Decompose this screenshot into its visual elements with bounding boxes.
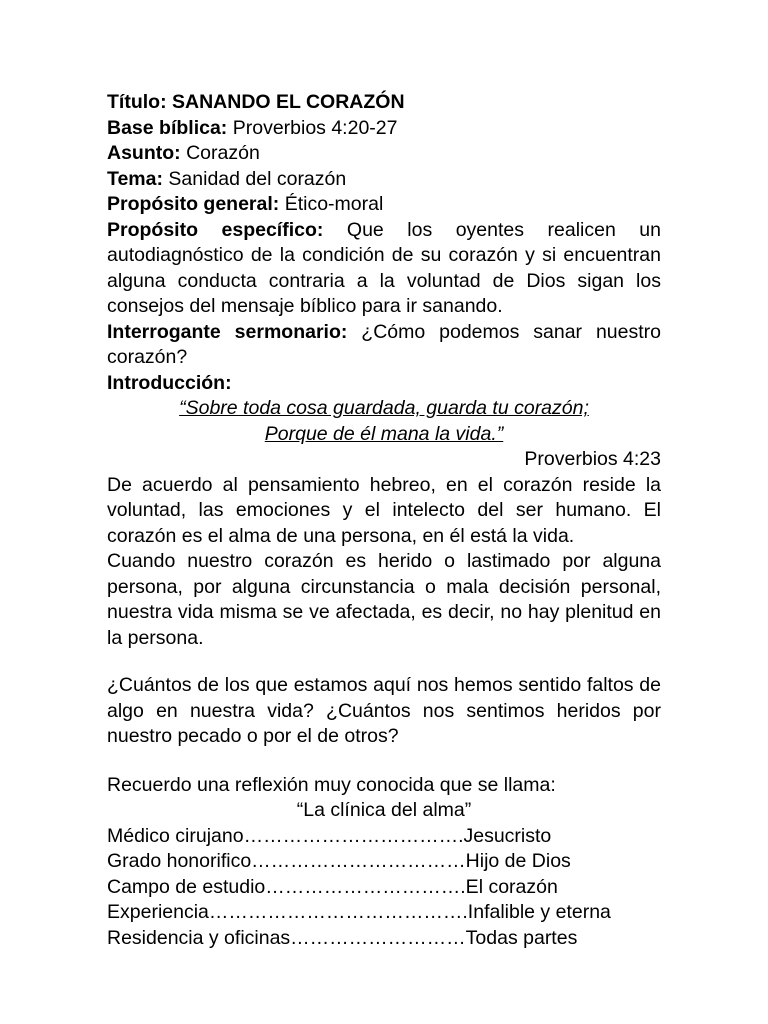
body-paragraph-3: ¿Cuántos de los que estamos aquí nos hemos sentido faltos de algo en nuestra vida? ¿Cuántos nos sentimos heridos por nuestro pecado o por el de otros?	[107, 674, 661, 747]
quote-line-2: Porque de él mana la vida.”	[264, 422, 504, 445]
tema-value: Sanidad del corazón	[168, 167, 347, 190]
proposito-general-label: Propósito general:	[107, 193, 280, 215]
asunto-label: Asunto:	[107, 142, 181, 164]
base-value: Proverbios 4:20-27	[232, 116, 398, 139]
tema-label: Tema:	[107, 167, 163, 190]
interrogante-label: Interrogante sermonario:	[107, 320, 348, 343]
title-line	[107, 90, 661, 116]
quote-reference: Proverbios 4:23	[524, 448, 661, 470]
clinic-entry: Campo de estudio………………………….El corazón	[107, 875, 558, 898]
body-paragraph-4: Recuerdo una reflexión muy conocida que se llama:	[107, 773, 556, 796]
proposito-especifico-label: Propósito específico:	[107, 218, 324, 241]
clinic-title: “La clínica del alma”	[296, 799, 472, 821]
paragraph-spacer	[107, 750, 661, 773]
asunto-value: Corazón	[186, 142, 260, 164]
introduccion-heading: Introducción:	[107, 371, 232, 394]
clinic-entry: Médico cirujano…………………………….Jesucristo	[107, 824, 552, 847]
body-paragraph-2: Cuando nuestro corazón es herido o lastimado por alguna persona, por alguna circunstancia o mala decisión personal, nuestra vida misma se ve afectada, es decir, no hay plenitud en la persona.	[107, 550, 661, 649]
proposito-especifico-paragraph	[107, 218, 661, 320]
proposito-especifico-value: Que los oyentes realicen un autodiagnóstico de la condición de su corazón y si encuentran alguna conducta contraria a la voluntad de Dios sigan los consejos del mensaje bíblico para ir sanando.	[107, 218, 662, 317]
title-value: SANANDO EL CORAZÓN	[171, 91, 405, 113]
base-line	[107, 116, 661, 142]
body-paragraph-1: De acuerdo al pensamiento hebreo, en el corazón reside la voluntad, las emociones y el intelecto del ser humano. El corazón es el alma de una persona, en él está la vida.	[107, 473, 661, 547]
base-label: Base bíblica:	[107, 116, 228, 139]
clinic-entry: Residencia y oficinas………………………Todas partes	[107, 926, 578, 949]
title-label: Título:	[107, 91, 167, 113]
interrogante-value: ¿Cómo podemos sanar nuestro corazón?	[107, 320, 661, 368]
proposito-general-line	[107, 192, 661, 218]
proposito-general-value: Ético-moral	[284, 193, 384, 215]
tema-line	[107, 167, 661, 193]
interrogante-paragraph	[107, 320, 661, 371]
clinic-entry: Experiencia………………………………….Infalible y eterna	[107, 901, 611, 923]
document-page	[107, 90, 661, 951]
paragraph-spacer	[107, 651, 661, 673]
clinic-entry: Grado honorifico……………………………Hijo de Dios	[107, 850, 571, 872]
asunto-line	[107, 141, 661, 167]
quote-line-1: “Sobre toda cosa guardada, guarda tu corazón;	[179, 397, 589, 419]
